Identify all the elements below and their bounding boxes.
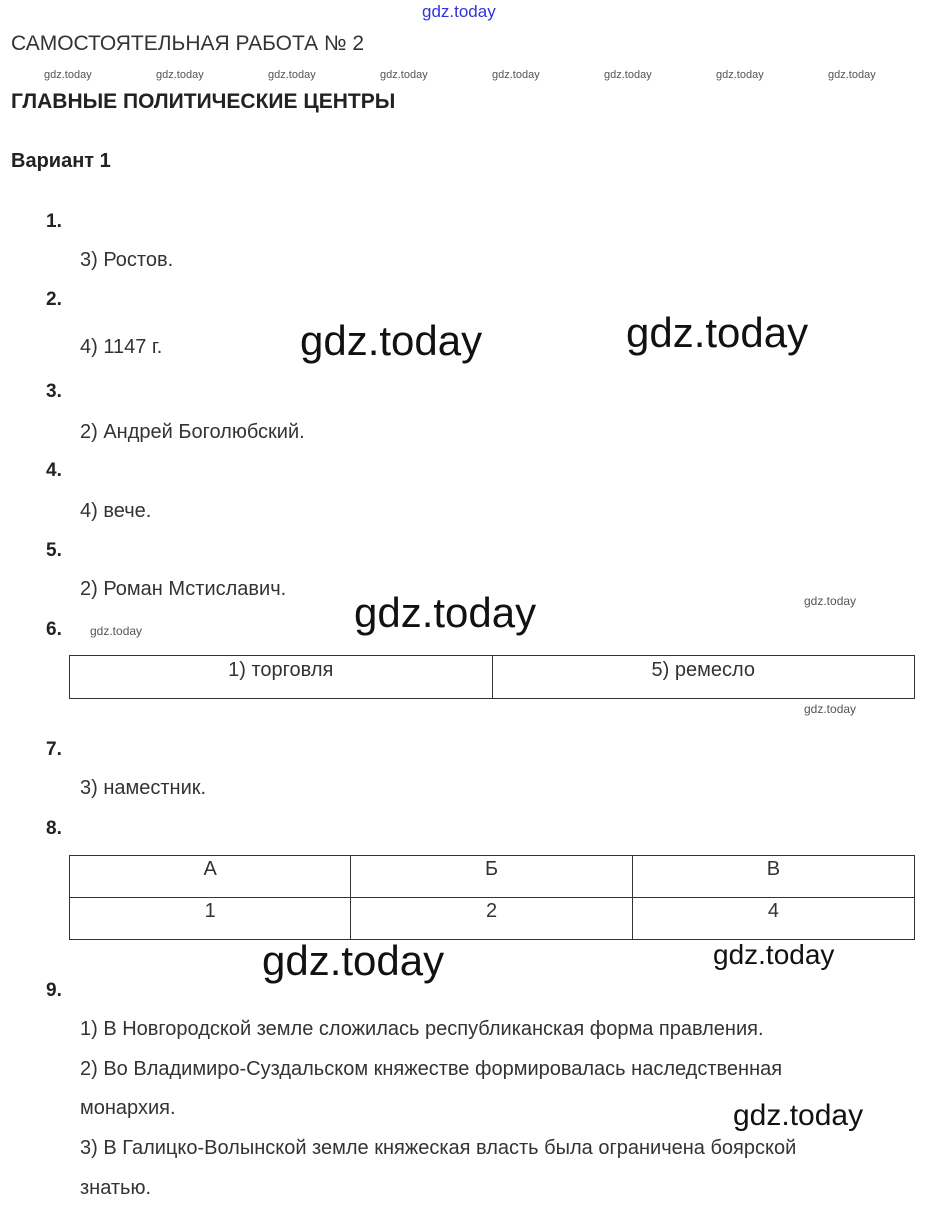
answer-line: 2) Во Владимиро-Суздальском княжестве формировалась наследственная	[80, 1058, 783, 1080]
table-cell: 4	[632, 898, 914, 940]
work-title: САМОСТОЯТЕЛЬНАЯ РАБОТА № 2	[11, 32, 365, 55]
question-number: 3.	[46, 381, 62, 402]
question-number: 1.	[46, 211, 62, 232]
table-row	[70, 898, 915, 940]
answer-line: 1) В Новгородской земле сложилась республиканская форма правления.	[80, 1018, 764, 1040]
answer: 4) 1147 г.	[80, 336, 163, 358]
answer: 3) Ростов.	[80, 249, 174, 271]
watermark: gdz.today	[262, 937, 445, 984]
watermark: gdz.today	[604, 69, 652, 81]
watermark: gdz.today	[804, 702, 857, 716]
answer: 4) вече.	[80, 500, 152, 522]
table-cell: 5) ремесло	[492, 656, 915, 699]
answer-line: знатью.	[80, 1177, 152, 1199]
question-number: 4.	[46, 460, 62, 481]
answer: 2) Андрей Боголюбский.	[80, 421, 305, 443]
question-number: 2.	[46, 289, 62, 310]
table-cell: В	[632, 856, 914, 898]
watermark: gdz.today	[713, 939, 835, 970]
variant-heading: Вариант 1	[11, 150, 111, 172]
answer-line: 3) В Галицко-Волынской земле княжеская власть была ограничена боярской	[80, 1137, 797, 1159]
watermark: gdz.today	[380, 69, 428, 81]
watermark: gdz.today	[422, 2, 496, 21]
table-cell: А	[70, 856, 351, 898]
table-row	[70, 656, 915, 699]
table-cell: Б	[351, 856, 632, 898]
table-row	[70, 856, 915, 898]
answer-table-8	[69, 855, 915, 940]
watermark: gdz.today	[156, 69, 204, 81]
question-number: 8.	[46, 818, 62, 839]
watermark: gdz.today	[268, 69, 316, 81]
watermark: gdz.today	[300, 317, 483, 364]
question-number: 7.	[46, 739, 62, 760]
answer: 2) Роман Мстиславич.	[80, 578, 287, 600]
watermark: gdz.today	[354, 589, 537, 636]
topic-heading: ГЛАВНЫЕ ПОЛИТИЧЕСКИЕ ЦЕНТРЫ	[11, 90, 396, 113]
watermark: gdz.today	[90, 624, 143, 638]
question-number: 9.	[46, 980, 62, 1001]
question-number: 6.	[46, 619, 62, 640]
watermark: gdz.today	[804, 594, 857, 608]
watermark: gdz.today	[828, 69, 876, 81]
table-cell: 1	[70, 898, 351, 940]
watermark: gdz.today	[44, 69, 92, 81]
watermark: gdz.today	[733, 1099, 864, 1132]
answer: 3) наместник.	[80, 777, 207, 799]
watermark: gdz.today	[492, 69, 540, 81]
answer-table-6	[69, 655, 915, 699]
answer-line: монархия.	[80, 1097, 176, 1119]
question-number: 5.	[46, 540, 62, 561]
watermark: gdz.today	[626, 309, 809, 356]
watermark: gdz.today	[716, 69, 764, 81]
table-cell: 2	[351, 898, 632, 940]
table-cell: 1) торговля	[70, 656, 493, 699]
